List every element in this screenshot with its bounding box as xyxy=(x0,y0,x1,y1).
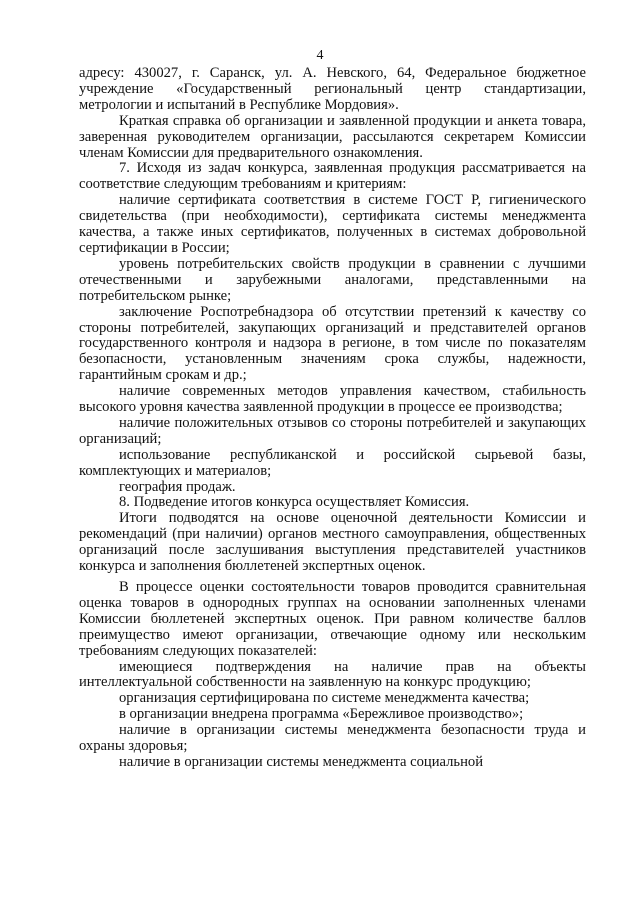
paragraph: наличие в организации системы менеджмента безопасности труда и охраны здоровья; xyxy=(79,722,586,755)
page-number: 4 xyxy=(316,48,324,63)
paragraph: 8. Подведение итогов конкурса осуществляет Комиссия. xyxy=(119,494,470,511)
paragraph: в организации внедрена программа «Бережливое производство»; xyxy=(119,706,524,723)
paragraph: наличие в организации системы менеджмента социальной xyxy=(119,753,484,770)
paragraph: география продаж. xyxy=(119,478,236,495)
document-body xyxy=(79,66,586,771)
paragraph: Итоги подводятся на основе оценочной деятельности Комиссии и рекомендаций (при наличии) органов местного самоуправления, общественных организаций после заслушивания выступления представителей участников конкурса и заполнения бюллетеней экспертных оценок. xyxy=(79,510,586,575)
paragraph: уровень потребительских свойств продукции в сравнении с лучшими отечественными и зарубежными аналогами, представленными на потребительском рынке; xyxy=(79,255,586,304)
paragraph: наличие положительных отзывов со стороны потребителей и закупающих организаций; xyxy=(79,414,586,447)
paragraph: организация сертифицирована по системе менеджмента качества; xyxy=(119,690,530,707)
paragraph: наличие сертификата соответствия в системе ГОСТ Р, гигиенического свидетельства (при необходимости), сертификата системы менеджмента качества, а также иных сертификатов, полученных в системах добровольной сертификации в России; xyxy=(79,192,586,256)
paragraph: В процессе оценки состоятельности товаров проводится сравнительная оценка товаров в однородных группах на основании заполненных членами Комиссии бюллетеней экспертных оценок. При равном количестве баллов преимущество имеют организации, отвечающие одному или нескольким требованиям следующих показателей: xyxy=(79,579,586,659)
paragraph: наличие современных методов управления качеством, стабильность высокого уровня качества заявленной продукции в процессе ее производства; xyxy=(79,383,586,416)
paragraph: использование республиканской и российской сырьевой базы, комплектующих и материалов; xyxy=(79,446,586,479)
paragraph: имеющиеся подтверждения на наличие прав на объекты интеллектуальной собственности на заявленную на конкурс продукцию; xyxy=(79,658,586,691)
paragraph: заключение Роспотребнадзора об отсутствии претензий к качеству со стороны потребителей, закупающих организаций и представителей органов государственного контроля и надзора в регионе, в том числе по показателям безопасности, установленным значениям срока службы, надежности, гарантийным срокам и др.; xyxy=(79,303,586,384)
paragraph: Краткая справка об организации и заявленной продукции и анкета товара, заверенная руководителем организации, рассылаются секретарем Комиссии членам Комиссии для предварительного ознакомления. xyxy=(79,112,586,161)
paragraph: 7. Исходя из задач конкурса, заявленная продукция рассматривается на соответствие следующим требованиям и критериям: xyxy=(79,160,586,193)
paragraph: адресу: 430027, г. Саранск, ул. А. Невского, 64, Федеральное бюджетное учреждение «Государственный региональный центр стандартизации, метрологии и испытаний в Республике Мордовия». xyxy=(79,65,586,113)
